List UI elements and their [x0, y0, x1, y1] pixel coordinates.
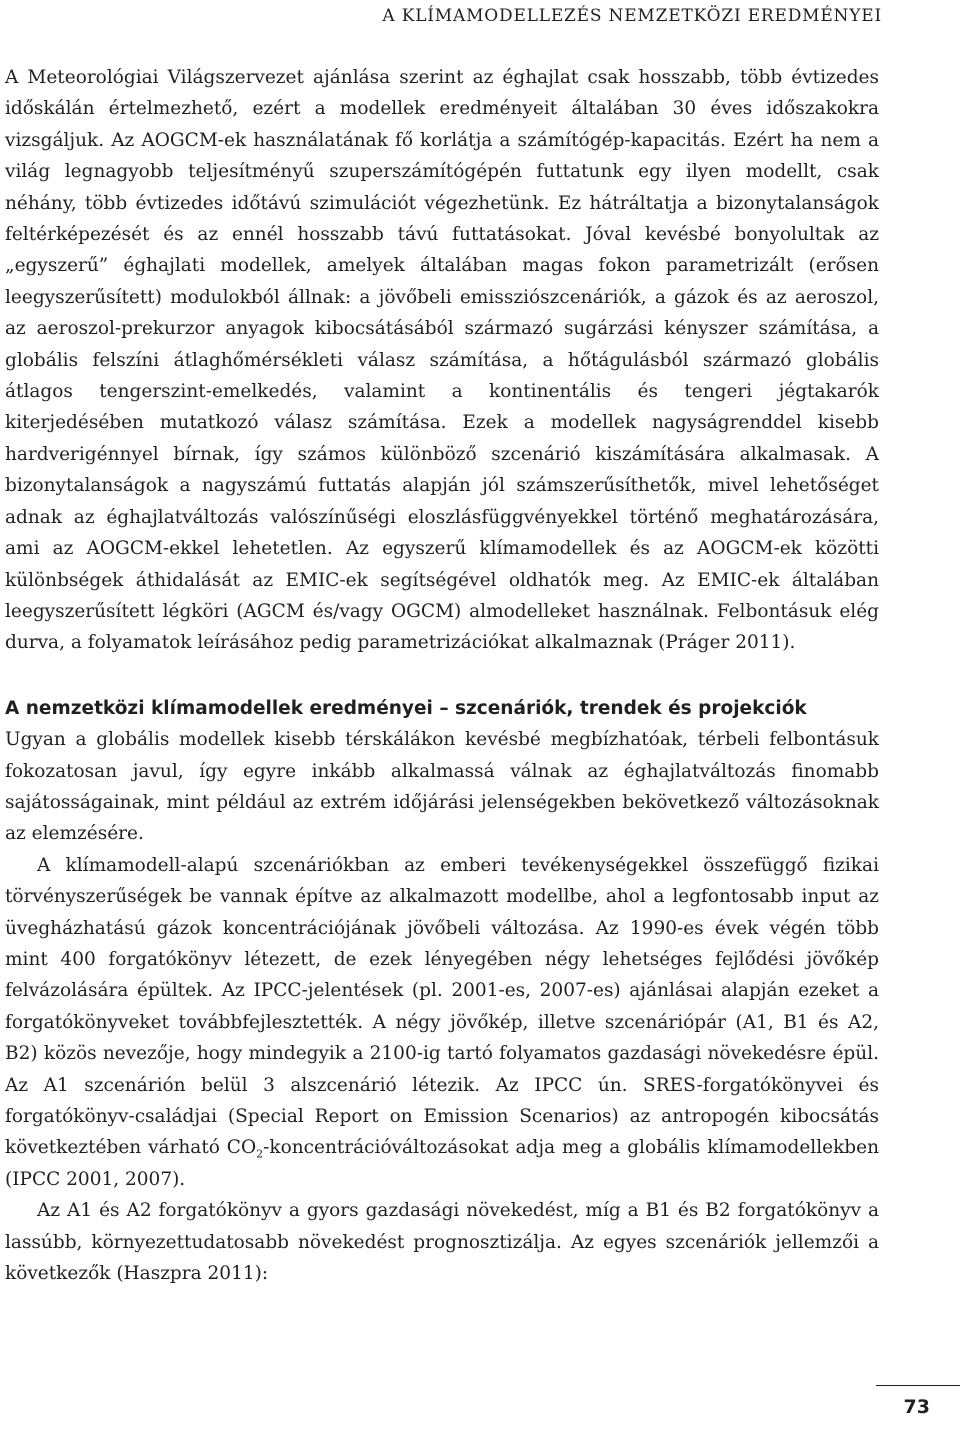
paragraph-global-models: Ugyan a globális modellek kisebb térskálákon kevésbé megbízhatóak, térbeli felbontásuk fokozatosan javul, így egyre inkább alkalmassá válnak az éghajlatváltozás finomabb sajátosságainak, mint például az extrém időjárási jelenségekben bekövetkező változásoknak az elemzésére.: [5, 729, 879, 845]
paragraph-scenarios-text-end: -koncentrációváltozásokat adja meg a globális klímamodellekben (IPCC 2001, 2007).: [5, 1137, 879, 1190]
footer-rule: [876, 1385, 960, 1386]
paragraph-scenarios: [5, 850, 879, 1195]
page-body: [5, 62, 879, 1289]
paragraph-a1-a2-b1-b2: Az A1 és A2 forgatókönyv a gyors gazdasági növekedést, míg a B1 és B2 forgatókönyv a lassúbb, környezettudatosabb növekedést prognosztizálja. Az egyes szcenáriók jellemzői a következők (Haszpra 2011):: [5, 1200, 879, 1285]
section-heading: A nemzetközi klímamodellek eredményei – szcenáriók, trendek és projekciók: [5, 697, 807, 719]
paragraph-model-limitations: A Meteorológiai Világszervezet ajánlása szerint az éghajlat csak hosszabb, több évtizedes időskálán értelmezhető, ezért a modellek eredményeit általában 30 éves időszakokra vizsgáljuk. Az AOGCM-ek használatának fő korlátja a számítógép-kapacitás. Ezért ha nem a világ legnagyobb teljesítményű szuperszámítógépén futtatunk egy ilyen modellt, csak néhány, több évtizedes időtávú szimulációt végezhetünk. Ez hátráltatja a bizonytalanságok feltérképezését és az ennél hosszabb távú futtatásokat. Jóval kevésbé bonyolultak az „egyszerű” éghajlati modellek, amelyek általában magas fokon parametrizált (erősen leegyszerűsített) modulokból állnak: a jövőbeli emissziószcenáriók, a gázok és az aeroszol, az aeroszol-prekurzor anyagok kibocsátásából származó sugárzási kényszer számítása, a globális felszíni átlaghőmérsékleti válasz számítása, a hőtágulásból származó globális átlagos tengerszint-emelkedés, valamint a kontinentális és tengeri jégtakarók kiterjedésében mutatkozó válasz számítása. Ezek a modellek nagyságrenddel kisebb hardverigénnyel bírnak, így számos különböző szcenárió kiszámítására alkalmasak. A bizonytalanságok a nagyszámú futtatás alapján jól számszerűsíthetők, mivel lehetőséget adnak az éghajlatváltozás valószínűségi eloszlásfüggvényekkel történő meghatározására, ami az AOGCM-ekkel lehetetlen. Az egyszerű klímamodellek és az AOGCM-ek közötti különbségek áthidalását az EMIC-ek segítségével oldhatók meg. Az EMIC-ek általában leegyszerűsített légköri (AGCM és/vagy OGCM) almodelleket használnak. Felbontásuk elég durva, a folyamatok leírásához pedig parametrizációkat alkalmaznak (Práger 2011).: [5, 67, 879, 654]
co2-subscript: 2: [256, 1148, 264, 1162]
page-number: 73: [903, 1396, 930, 1418]
paragraph-scenarios-text: A klímamodell-alapú szcenáriókban az emberi tevékenységekkel összefüggő fizikai törvényszerűségek be vannak építve az alkalmazott modellbe, ahol a legfontosabb input az üvegházhatású gázok koncentrációjának jövőbeli változása. Az 1990-es évek végén több mint 400 forgatókönyv létezett, de ezek lényegében négy lehetséges fejlődési jövőkép felvázolására épültek. Az IPCC-jelentések (pl. 2001-es, 2007-es) ajánlásai alapján ezeket a forgatókönyveket továbbfejlesztették. A négy jövőkép, illetve szcenáriópár (A1, B1 és A2, B2) közös nevezője, hogy mindegyik a 2100-ig tartó folyamatos gazdasági növekedésre épül. Az A1 szcenárión belül 3 alszcenárió létezik. Az IPCC ún. SRES-forgatókönyvei és forgatókönyv-családjai (Special Report on Emission Scenarios) az antropogén kibocsátás következtében várható CO: [5, 854, 879, 1159]
running-header: A KLÍMAMODELLEZÉS NEMZETKÖZI EREDMÉNYEI: [382, 6, 882, 26]
